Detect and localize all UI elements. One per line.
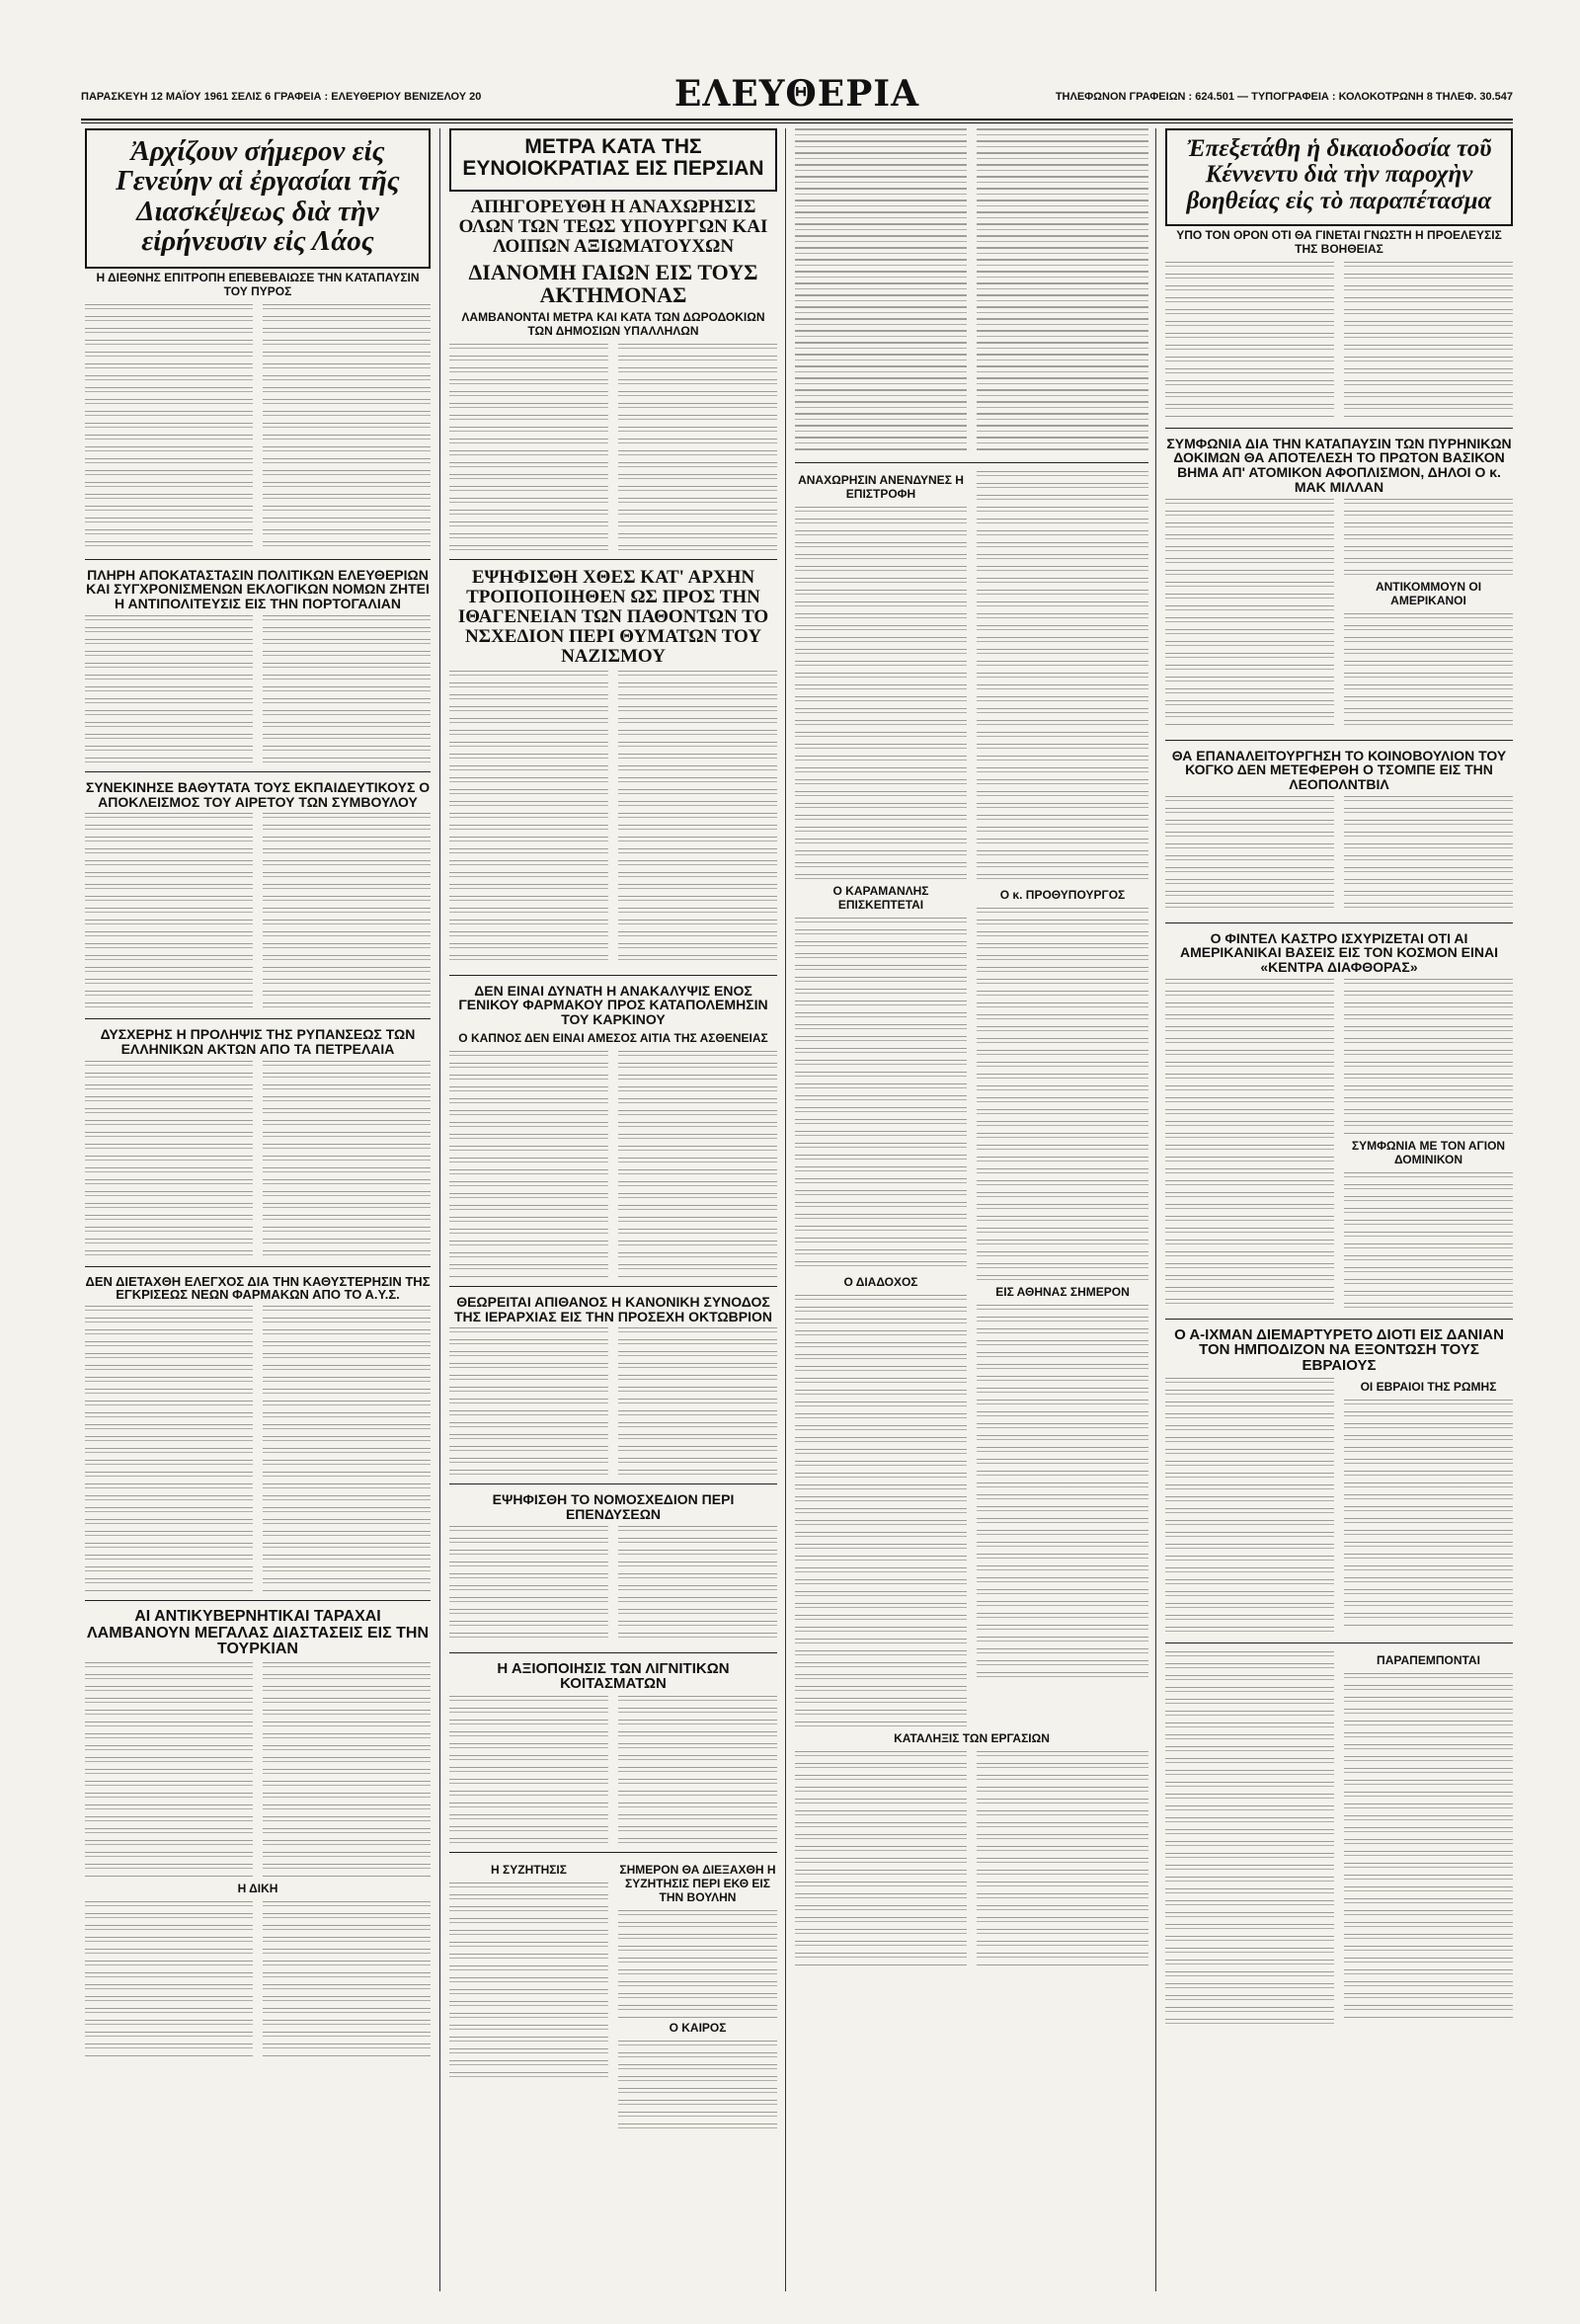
masthead-rule [81, 119, 1513, 120]
headline-synod: ΘΕΩΡΕΙΤΑΙ ΑΠΙΘΑΝΟΣ Η ΚΑΝΟΝΙΚΗ ΣΥΝΟΔΟΣ ΤΗΣ ΙΕΡΑΡΧΙΑΣ ΕΙΣ ΤΗΝ ΠΡΟΣΕΧΗ ΟΚΤΩΒΡΙΟΝ [453, 1293, 772, 1324]
headline-congo: ΘΑ ΕΠΑΝΑΛΕΙΤΟΥΡΓΗΣΗ ΤΟ ΚΟΙΝΟΒΟΥΛΙΟΝ ΤΟΥ ΚΟΓΚΟ ΔΕΝ ΜΕΤΕΦΕΡΘΗ Ο ΤΣΟΜΠΕ ΕΙΣ ΤΗΝ ΛΕΟΠΟΛΝΤΒΙΛ [1171, 747, 1507, 792]
subhead-kennedy: ΥΠΟ ΤΟΝ ΟΡΟΝ ΟΤΙ ΘΑ ΓΙΝΕΤΑΙ ΓΝΩΣΤΗ Η ΠΡΟΕΛΕΥΣΙΣ ΤΗΣ ΒΟΗΘΕΙΑΣ [1176, 227, 1502, 256]
headline-nuclear: ΣΥΜΦΩΝΙΑ ΔΙΑ ΤΗΝ ΚΑΤΑΠΑΥΣΙΝ ΤΩΝ ΠΥΡΗΝΙΚΩΝ ΔΟΚΙΜΩΝ ΘΑ ΑΠΟΤΕΛΕΣΗ ΤΟ ΠΡΩΤΟΝ ΒΑΣΙΚΟΝ ΒΗΜΑ ΑΠ' ΑΤΟΜΙΚΟΝ ΑΦΟΠΛΙΣΜΟΝ, ΔΗΛΟΙ Ο κ. ΜΑΚ ΜΙΛΛΑΝ [1166, 435, 1512, 495]
subhead-athens: ΕΙΣ ΑΘΗΝΑΣ ΣΗΜΕΡΟΝ [995, 1285, 1130, 1299]
subhead-referred: ΠΑΡΑΠΕΜΠΟΝΤΑΙ [1377, 1652, 1480, 1667]
headline-drugs: ΔΕΝ ΔΙΕΤΑΧΘΗ ΕΛΕΓΧΟΣ ΔΙΑ ΤΗΝ ΚΑΘΥΣΤΕΡΗΣΙΝ ΤΗΣ ΕΓΚΡΙΣΕΩΣ ΝΕΩΝ ΦΑΡΜΑΚΩΝ ΑΠΟ ΤΟ Α.Υ.Σ. [85, 1273, 431, 1303]
subhead-persia: ΛΑΜΒΑΝΟΝΤΑΙ ΜΕΤΡΑ ΚΑΙ ΚΑΤΑ ΤΩΝ ΔΩΡΟΔΟΚΙΩΝ ΤΩΝ ΔΗΜΟΣΙΩΝ ΥΠΑΛΛΗΛΩΝ [461, 310, 765, 339]
headline-teachers: ΣΥΝΕΚΙΝΗΣΕ ΒΑΘΥΤΑΤΑ ΤΟΥΣ ΕΚΠΑΙΔΕΥΤΙΚΟΥΣ Ο ΑΠΟΚΛΕΙΣΜΟΣ ΤΟΥ ΑΙΡΕΤΟΥ ΤΩΝ ΣΥΜΒΟΥΛΟΥ [85, 778, 431, 810]
column-divider [439, 128, 440, 2291]
headline-nazism: ΕΨΗΦΙΣΘΗ ΧΘΕΣ ΚΑΤ' ΑΡΧΗΝ ΤΡΟΠΟΠΟΙΗΘΕΝ ΩΣ ΠΡΟΣ ΤΗΝ ΙΘΑΓΕΝΕΙΑΝ ΤΩΝ ΠΑΘΟΝΤΩΝ ΤΟ ΝΣΧΕΔΙΟΝ ΠΕΡΙ ΘΥΜΑΤΩΝ ΤΟΥ ΝΑΖΙΣΜΟΥ [457, 567, 769, 667]
headline-investments: ΕΨΗΦΙΣΘΗ ΤΟ ΝΟΜΟΣΧΕΔΙΟΝ ΠΕΡΙ ΕΠΕΝΔΥΣΕΩΝ [492, 1491, 735, 1522]
subhead-departure: ΑΝΑΧΩΡΗΣΙΝ ΑΝΕΝΔΥΝΕΣ Η ΕΠΙΣΤΡΟΦΗ [798, 473, 964, 501]
masthead-date-line: ΠΑΡΑΣΚΕΥΗ 12 ΜΑΪΟΥ 1961 ΣΕΛΙΣ 6 ΓΡΑΦΕΙΑ : ΕΛΕΥΘΕΡΙΟΥ ΒΕΝΙΖΕΛΟΥ 20 [81, 91, 482, 103]
column-center-right [795, 128, 1148, 2291]
lead-story-kennedy [1165, 128, 1513, 226]
subhead-discussion: Η ΣΥΖΗΤΗΣΙΣ [491, 1863, 567, 1878]
subhead-americans: ΑΝΤΙΚΟΜΜΟΥΝ ΟΙ ΑΜΕΡΙΚΑΝΟΙ [1375, 579, 1482, 607]
subhead-deputy-pm: Ο κ. ΠΡΟΘΥΠΟΥΡΓΟΣ [999, 888, 1126, 902]
column-divider [785, 128, 786, 2291]
subhead-crown-prince: Ο ΔΙΑΔΟΧΟΣ [843, 1275, 918, 1289]
headline-turkey: ΑΙ ΑΝΤΙΚΥΒΕΡΝΗΤΙΚΑΙ ΤΑΡΑΧΑΙ ΛΑΜΒΑΝΟΥΝ ΜΕΓΑΛΑΣ ΔΙΑΣΤΑΣΕΙΣ ΕΙΣ ΤΗΝ ΤΟΥΡΚΙΑΝ [86, 1607, 430, 1658]
headline-cancer: ΔΕΝ ΕΙΝΑΙ ΔΥΝΑΤΗ Η ΑΝΑΚΑΛΥΨΙΣ ΕΝΟΣ ΓΕΝΙΚΟΥ ΦΑΡΜΑΚΟΥ ΠΡΟΣ ΚΑΤΑΠΟΛΕΜΗΣΙΝ ΤΟΥ ΚΑΡΚΙΝΟΥ [458, 982, 768, 1028]
headline-eichmann: Ο Α-ΙΧΜΑΝ ΔΙΕΜΑΡΤΥΡΕΤΟ ΔΙΟΤΙ ΕΙΣ ΔΑΝΙΑΝ ΤΟΝ ΗΜΠΟΔΙΖΟΝ ΝΑ ΕΞΟΝΤΩΣΗ ΤΟΥΣ ΕΒΡΑΙΟΥΣ [1174, 1325, 1504, 1375]
masthead-rule-thin [81, 122, 1513, 123]
subhead-weather: Ο ΚΑΙΡΟΣ [669, 2021, 727, 2036]
subhead-karamanlis: Ο ΚΑΡΑΜΑΝΛΗΣ ΕΠΙΣΚΕΠΤΕΤΑΙ [832, 884, 929, 912]
headline-persia: ΜΕΤΡΑ ΚΑΤΑ ΤΗΣ ΕΥΝΟΙΟΚΡΑΤΙΑΣ ΕΙΣ ΠΕΡΣΙΑΝ [462, 135, 764, 181]
masthead [81, 69, 1513, 119]
subhead-trial: Η ΔΙΚΗ [237, 1882, 278, 1896]
headline-persia-3: ΔΙΑΝΟΜΗ ΓΑΙΩΝ ΕΙΣ ΤΟΥΣ ΑΚΤΗΜΟΝΑΣ [468, 259, 758, 307]
column-center-left [449, 128, 777, 2291]
column-left [85, 128, 431, 2291]
headline-pollution: ΔΥΣΧΕΡΗΣ Η ΠΡΟΛΗΨΙΣ ΤΗΣ ΡΥΠΑΝΣΕΩΣ ΤΩΝ ΕΛΛΗΝΙΚΩΝ ΑΚΤΩΝ ΑΠΟ ΤΑ ΠΕΤΡΕΛΑΙΑ [100, 1026, 416, 1057]
column-right [1165, 128, 1513, 2291]
column-divider [1155, 128, 1156, 2291]
headline-kennedy: Ἐπεξετάθη ἡ δικαιοδοσία τοῦ Κέννεντυ διὰ τὴν παροχὴν βοηθείας εἰς τὸ παραπέτασμα [1186, 135, 1492, 214]
subhead-laos: Η ΔΙΕΘΝΗΣ ΕΠΙΤΡΟΠΗ ΕΠΕΒΕΒΑΙΩΣΕ ΤΗΝ ΚΑΤΑΠΑΥΣΙΝ ΤΟΥ ΠΥΡΟΣ [96, 270, 420, 298]
subhead-rome-jews: ΟΙ ΕΒΡΑΙΟΙ ΤΗΣ ΡΩΜΗΣ [1360, 1379, 1497, 1394]
newspaper-title: ΕΛΕΥΘΕΡΙΑ [673, 73, 920, 115]
subhead-work-end: ΚΑΤΑΛΗΞΙΣ ΤΩΝ ΕΡΓΑΣΙΩΝ [894, 1731, 1050, 1745]
masthead-phone-line: ΤΗΛΕΦΩΝΟΝ ΓΡΑΦΕΙΩΝ : 624.501 — ΤΥΠΟΓΡΑΦΕΙΑ : ΚΟΛΟΚΟΤΡΩΝΗ 8 ΤΗΛΕΦ. 30.547 [1055, 91, 1513, 103]
subhead-parliament: ΣΗΜΕΡΟΝ ΘΑ ΔΙΕΞΑΧΘΗ Η ΣΥΖΗΤΗΣΙΣ ΠΕΡΙ ΕΚΘ ΕΙΣ ΤΗΝ ΒΟΥΛΗΝ [619, 1863, 776, 1905]
headline-castro: Ο ΦΙΝΤΕΛ ΚΑΣΤΡΟ ΙΣΧΥΡΙΖΕΤΑΙ ΟΤΙ ΑΙ ΑΜΕΡΙΚΑΝΙΚΑΙ ΒΑΣΕΙΣ ΕΙΣ ΤΟΝ ΚΟΣΜΟΝ ΕΙΝΑΙ «ΚΕΝΤΡΑ ΔΙΑΦΘΟΡΑΣ» [1179, 929, 1499, 975]
headline-lignite: Η ΑΞΙΟΠΟΙΗΣΙΣ ΤΩΝ ΛΙΓΝΙΤΙΚΩΝ ΚΟΙΤΑΣΜΑΤΩΝ [497, 1659, 730, 1693]
lead-story-laos [85, 128, 431, 269]
headline-persia-2: ΑΠΗΓΟΡΕΥΘΗ Η ΑΝΑΧΩΡΗΣΙΣ ΟΛΩΝ ΤΩΝ ΤΕΩΣ ΥΠΟΥΡΓΩΝ ΚΑΙ ΛΟΙΠΩΝ ΑΞΙΩΜΑΤΟΥΧΩΝ [458, 197, 768, 257]
headline-laos: Ἀρχίζουν σήμερον εἰς Γενεύην αἱ ἐργασίαι τῆς Διασκέψεως διὰ τὴν εἰρήνευσιν εἰς Λάος [116, 135, 400, 258]
headline-portugal: ΠΛΗΡΗ ΑΠΟΚΑΤΑΣΤΑΣΙΝ ΠΟΛΙΤΙΚΩΝ ΕΛΕΥΘΕΡΙΩΝ ΚΑΙ ΣΥΓΧΡΟΝΙΣΜΕΝΩΝ ΕΚΛΟΓΙΚΩΝ ΝΟΜΩΝ ΖΗΤΕΙ Η ΑΝΤΙΠΟΛΙΤΕΥΣΙΣ ΕΙΣ ΤΗΝ ΠΟΡΤΟΓΑΛΙΑΝ [86, 566, 430, 612]
lead-story-persia [449, 128, 777, 192]
subhead-cancer: Ο ΚΑΠΝΟΣ ΔΕΝ ΕΙΝΑΙ ΑΜΕΣΟΣ ΑΙΤΙΑ ΤΗΣ ΑΣΘΕΝΕΙΑΣ [458, 1030, 768, 1045]
subhead-dominican: ΣΥΜΦΩΝΙΑ ΜΕ ΤΟΝ ΑΓΙΟΝ ΔΟΜΙΝΙΚΟΝ [1351, 1138, 1506, 1166]
